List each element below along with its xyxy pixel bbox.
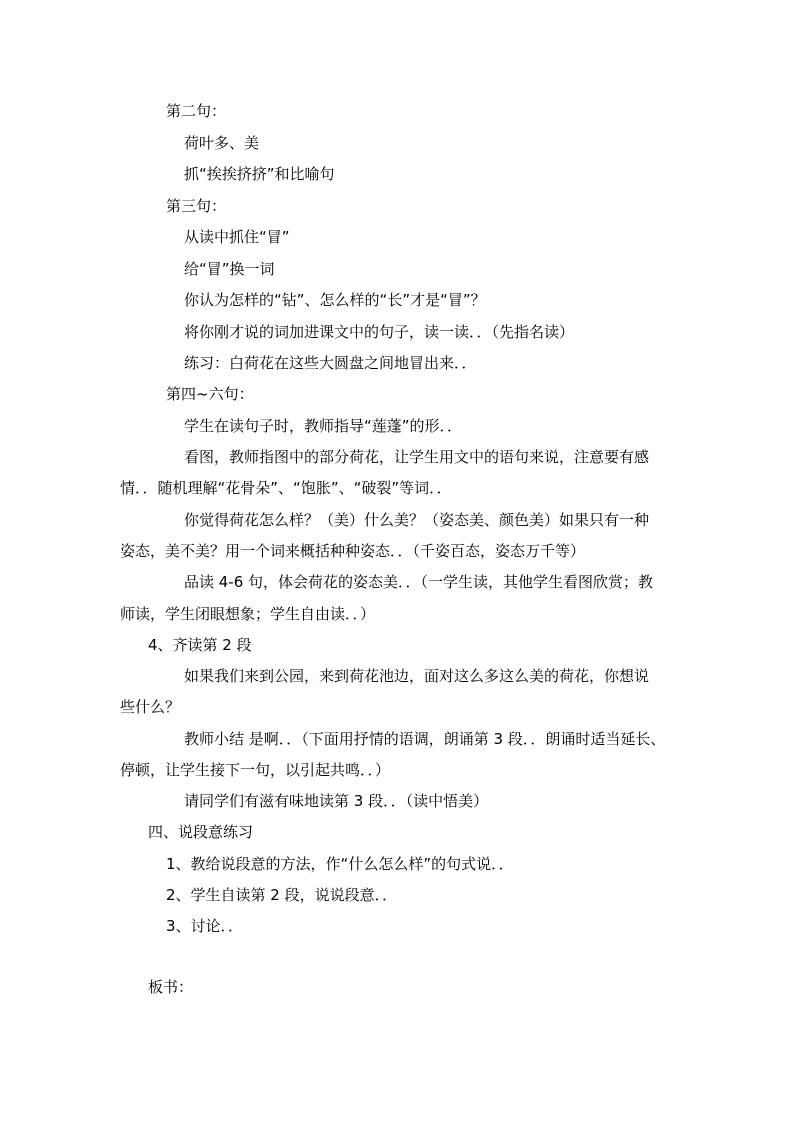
text-line: 练习：白荷花在这些大圆盘之间地冒出来．． [184,354,477,372]
section-heading-sentence-3: 第三句： [166,197,227,215]
text-line: 抓“挨挨挤挤”和比喻句 [184,165,335,183]
list-item: 2、学生自读第 2 段，说说段意．． [166,886,398,904]
section-heading-sentence-4-6: 第四~六句： [166,385,254,403]
text-line: 将你刚才说的词加进课文中的句子，读一读．．（先指名读） [184,323,575,341]
text-line: 从读中抓住“冒” [184,228,290,246]
section-heading-sentence-2: 第二句： [166,102,227,120]
list-item-heading: 4、齐读第 2 段 [148,636,252,654]
text-line: 给“冒”换一词 [184,260,275,278]
text-line: 些什么？ [120,698,181,716]
text-line: 教师小结 是啊．．（下面用抒情的语调，朗诵第 3 段．．朗诵时适当延长、 [184,730,666,748]
text-line: 师读，学生闭眼想象；学生自由读．．） [120,605,376,623]
text-line: 请同学们有滋有味地读第 3 段．．（读中悟美） [184,792,489,810]
text-line: 你觉得荷花怎么样？（美）什么美？（姿态美、颜色美）如果只有一种 [184,511,650,529]
text-line: 品读 4-6 句，体会荷花的姿态美．．（一学生读，其他学生看图欣赏；教 [184,573,654,591]
text-line: 学生在读句子时，教师指导“莲蓬”的形．． [184,417,463,435]
section-heading-paragraph-practice: 四、说段意练习 [148,823,254,841]
text-line: 看图，教师指图中的部分荷花，让学生用文中的语句来说，注意要有感 [184,448,650,466]
list-item: 1、教给说段意的方法，作“什么怎么样”的句式说．． [166,855,514,873]
text-line: 情．．随机理解“花骨朵”、“饱胀”、“破裂”等词．． [120,479,452,497]
list-item: 3、讨论．． [166,917,244,935]
text-line: 如果我们来到公园，来到荷花池边，面对这么多这么美的荷花，你想说 [184,667,650,685]
blackboard-heading: 板书： [148,978,194,996]
text-line: 姿态，美不美？用一个词来概括种种姿态．．（千姿百态，姿态万千等） [120,542,586,560]
text-line: 停顿，让学生接下一句，以引起共鸣．．） [120,761,391,779]
text-line: 荷叶多、美 [184,134,260,152]
text-line: 你认为怎样的“钻”、怎么样的“长”才是“冒”？ [184,291,486,309]
